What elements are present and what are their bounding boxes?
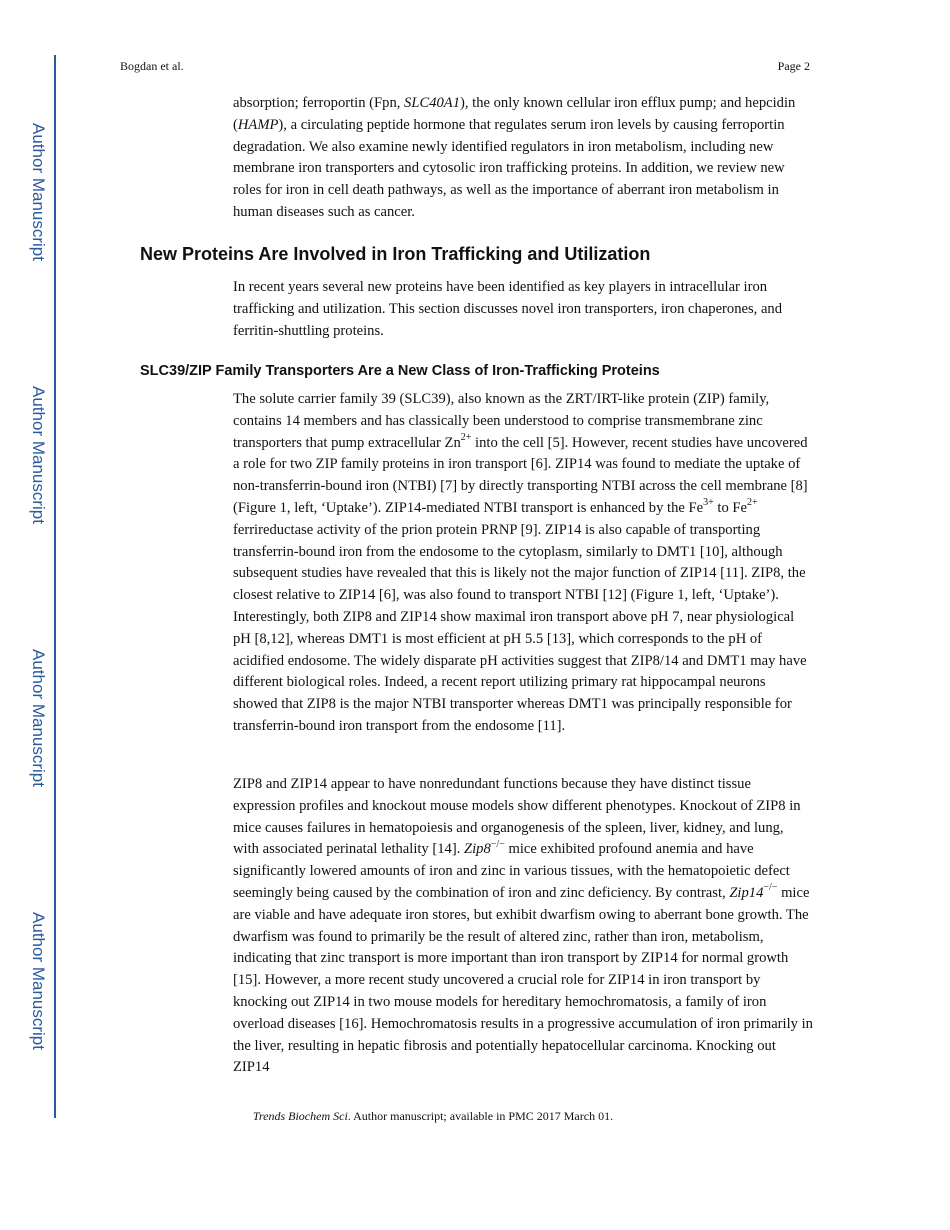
body-paragraph-2: ZIP8 and ZIP14 appear to have nonredundant functions because they have distinct tissue expression profiles and knockout mouse models show different phenotypes. Knockout of ZIP8 in mice causes failures in hematopoiesis and organogenesis of the spleen, liver, kidney, and lung, with associated perinatal lethality [14]. Zip8−/− mice exhibited profound anemia and have significantly lowered amounts of iron and zinc in various tissues, with the hematopoietic defect seemingly being caused by the combination of iron and zinc deficiency. By contrast, Zip14−/− mice are viable and have adequate iron stores, but exhibit dwarfism owing to aberrant bone growth. The dwarfism was found to primarily be the result of altered zinc, rather than iron, metabolism, indicating that zinc transport is more important than iron transport by ZIP14 for normal growth [15]. However, a more recent study uncovered a crucial role for ZIP14 in iron transport by knocking out ZIP14 in two mouse models for hereditary hemochromatosis, a family of iron overload diseases [16]. Hemochromatosis results in a progressive accumulation of iron primarily in the liver, resulting in hepatic fibrosis and potentially hepatocellular carcinoma. Knocking out ZIP14	[233, 776, 813, 1076]
section-paragraph: In recent years several new proteins have been identified as key players in intracellular iron trafficking and utilization. This section discusses novel iron transporters, iron chaperones, and ferritin-shuttling proteins.	[233, 279, 783, 339]
author-manuscript-label: Author Manuscript	[29, 386, 48, 524]
author-manuscript-label: Author Manuscript	[29, 123, 48, 261]
subsection-heading: SLC39/ZIP Family Transporters Are a New Class of Iron-Trafficking Proteins	[140, 363, 660, 379]
body-paragraph-1: The solute carrier family 39 (SLC39), also known as the ZRT/IRT-like protein (ZIP) family, contains 14 members and has classically been understood to comprise transmembrane zinc transporters that pump extracellular $Zn^{2+}$ into the cell [5]. However, recent studies have uncovered a role for two ZIP family proteins in iron transport [6]. ZIP14 was found to mediate the uptake of non-transferrin-bound iron (NTBI) [7] by directly transporting NTBI across the cell membrane [8] (Figure 1, left, ‘Uptake’). ZIP14-mediated NTBI transport is enhanced by the $Fe^{3+}$ to $Fe^{2+}$ ferrireductase activity of the prion protein PRNP [9]. ZIP14 is also capable of transporting transferrin-bound iron from the endosome to the cytoplasm, similarly to DMT1 [10], although subsequent studies have revealed that this is likely not the major function of ZIP14 [11]. ZIP8, the closest relative to ZIP14 [6], was also found to transport NTBI [12] (Figure 1, left, ‘Uptake’). Interestingly, both ZIP8 and ZIP14 show maximal iron transport above pH 7, near physiological pH [8,12], whereas DMT1 is most efficient at pH 5.5 [13], which corresponds to the pH of acidified endosome. The widely disparate pH activities suggest that ZIP8/14 and DMT1 may have different biological roles. Indeed, a recent report utilizing primary rat hippocampal neurons showed that ZIP8 is the major NTBI transporter whereas DMT1 was principally responsible for transferrin-bound iron transport from the endosome [11].	[233, 391, 808, 734]
author-manuscript-label: Author Manuscript	[29, 649, 48, 787]
section-heading: New Proteins Are Involved in Iron Trafficking and Utilization	[140, 244, 651, 264]
author-manuscript-label: Author Manuscript	[29, 912, 48, 1050]
page-number: Page 2	[777, 59, 810, 73]
running-header-authors: Bogdan et al.	[120, 59, 184, 73]
sidebar-rule	[54, 55, 56, 1118]
footer-citation: Trends Biochem Sci. Author manuscript; available in PMC 2017 March 01.	[252, 1109, 614, 1123]
intro-paragraph: absorption; ferroportin (Fpn, SLC40A1), the only known cellular iron efflux pump; and hepcidin (HAMP), a circulating peptide hormone that regulates serum iron levels by causing ferroportin degradation. We also examine newly identified regulators in iron metabolism, including new membrane iron transporters and cytosolic iron trafficking proteins. In addition, we review new roles for iron in cell death pathways, as well as the importance of aberrant iron metabolism in human diseases such as cancer.	[233, 95, 796, 220]
